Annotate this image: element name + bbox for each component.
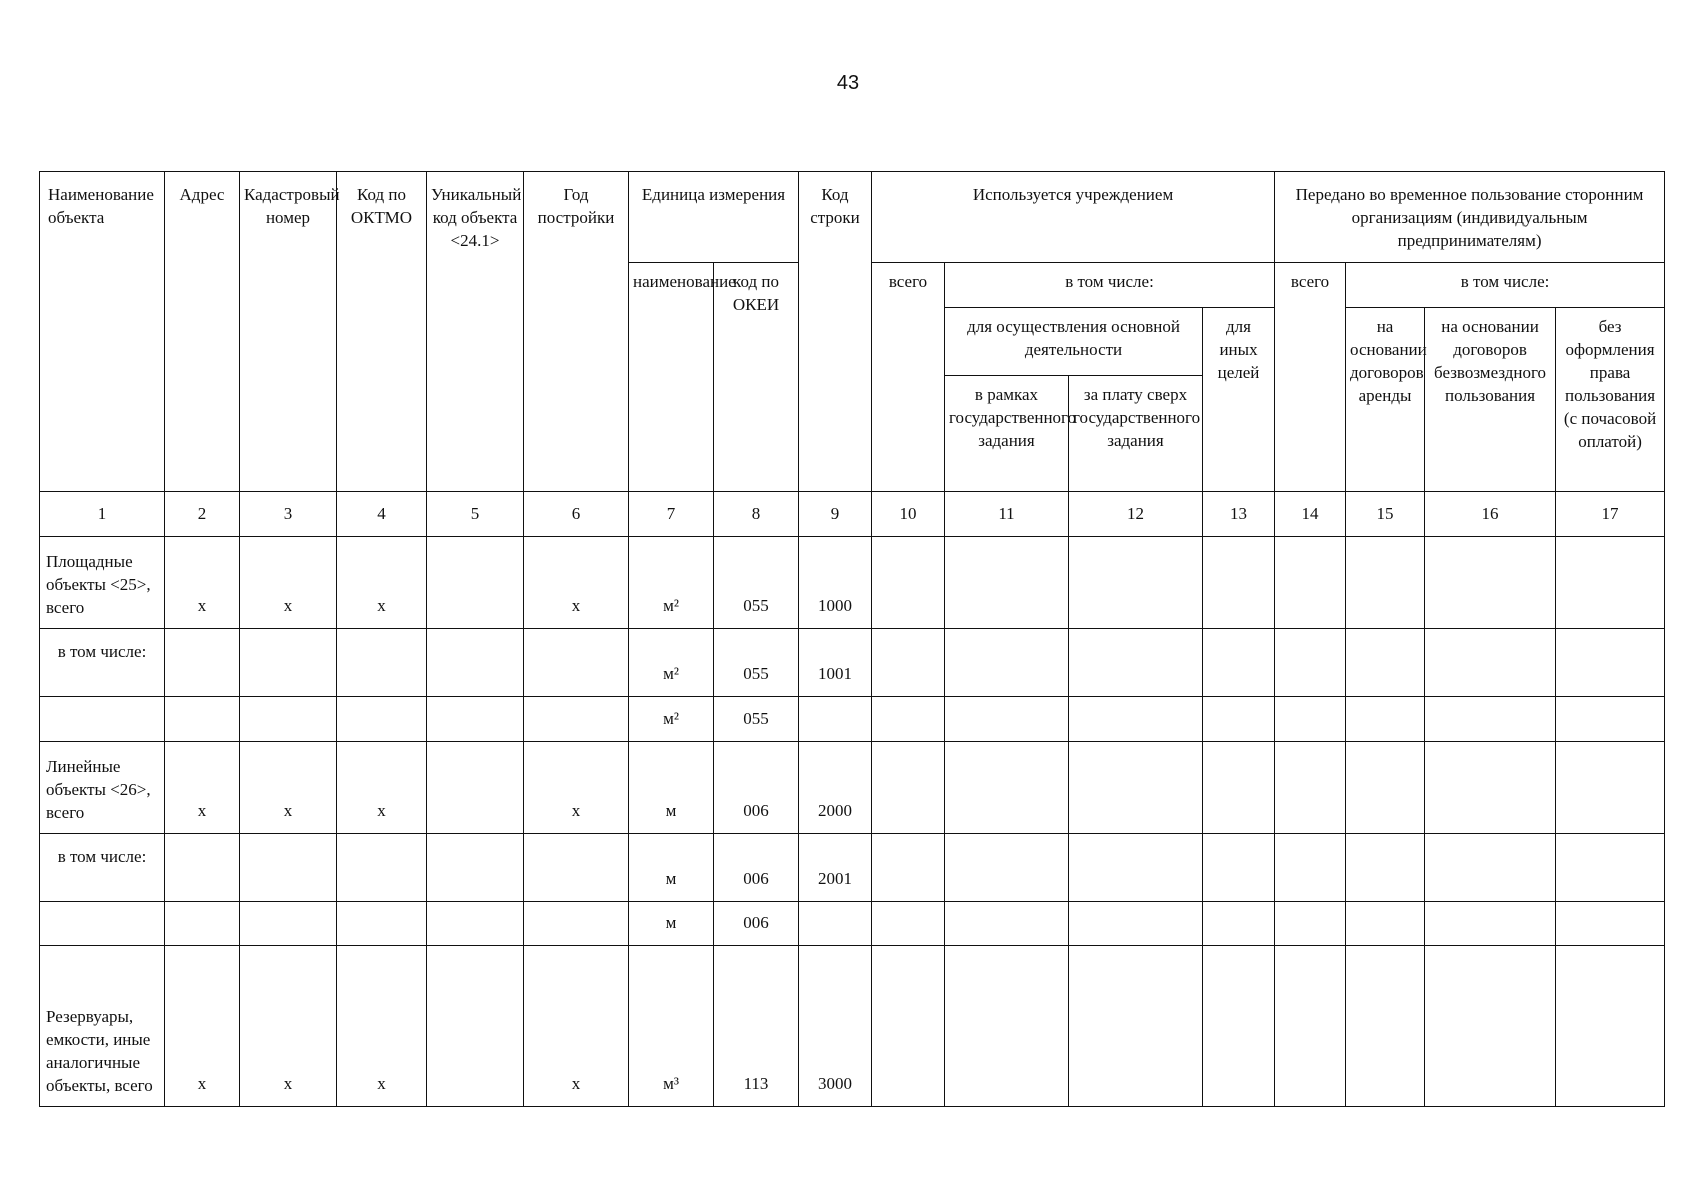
column-number-row [40,492,1665,537]
data-cell [1425,629,1556,697]
oktmo-cell [337,834,427,902]
data-cell [1425,697,1556,742]
data-cell [1556,742,1665,834]
data-cell [1203,742,1275,834]
column-number: 6 [524,492,629,537]
address-cell [165,902,240,946]
data-cell [1203,697,1275,742]
header-unit-group: Единица измерения [629,172,799,263]
row-code-cell: 2001 [799,834,872,902]
data-cell [945,629,1069,697]
address-cell: х [165,946,240,1107]
header-used-main-activity: для осуществления основной деятельности [945,308,1203,376]
data-cell [1556,834,1665,902]
object-name-cell: в том числе: [40,629,165,697]
data-cell [945,834,1069,902]
table-row [40,742,1665,834]
okei-cell: 006 [714,742,799,834]
header-used-group: Используется учреждением [872,172,1275,263]
object-name-cell: Резервуары, емкости, иные аналогичные объекты, всего [40,946,165,1107]
data-cell [1069,629,1203,697]
column-number: 10 [872,492,945,537]
property-usage-table [39,171,1665,1107]
year-cell [524,902,629,946]
data-cell [1069,697,1203,742]
header-cadastral-number: Кадастровый номер [240,172,337,492]
header-unit-name: наименование [629,263,714,492]
oktmo-cell: х [337,742,427,834]
page-number: 43 [836,72,860,94]
unique-code-cell [427,834,524,902]
column-number: 12 [1069,492,1203,537]
row-code-cell: 1001 [799,629,872,697]
object-name-cell: в том числе: [40,834,165,902]
data-cell [872,834,945,902]
column-number: 2 [165,492,240,537]
header-transfer-group: Передано во временное пользование сторонним организациям (индивидуальным предпринимателям) [1275,172,1665,263]
data-cell [1425,946,1556,1107]
column-number: 5 [427,492,524,537]
header-transfer-including: в том числе: [1346,263,1665,308]
row-code-cell: 2000 [799,742,872,834]
column-number: 14 [1275,492,1346,537]
year-cell: х [524,742,629,834]
data-cell [1203,537,1275,629]
data-cell [1556,946,1665,1107]
oktmo-cell: х [337,946,427,1107]
table-row [40,697,1665,742]
unique-code-cell [427,629,524,697]
column-number: 11 [945,492,1069,537]
object-name-cell: Площадные объекты <25>, всего [40,537,165,629]
oktmo-cell [337,902,427,946]
year-cell [524,629,629,697]
address-cell: х [165,537,240,629]
data-cell [1346,834,1425,902]
data-cell [945,537,1069,629]
data-cell [945,902,1069,946]
column-number: 17 [1556,492,1665,537]
table-row [40,946,1665,1107]
oktmo-cell [337,697,427,742]
address-cell [165,834,240,902]
cadastral-cell [240,902,337,946]
header-object-name: Наименование объекта [40,172,165,492]
data-cell [1346,742,1425,834]
column-number: 1 [40,492,165,537]
cadastral-cell [240,697,337,742]
address-cell [165,629,240,697]
cadastral-cell [240,629,337,697]
cadastral-cell [240,834,337,902]
row-code-cell: 3000 [799,946,872,1107]
column-number: 4 [337,492,427,537]
year-cell [524,834,629,902]
header-used-total: всего [872,263,945,492]
data-cell [872,697,945,742]
address-cell: х [165,742,240,834]
data-cell [1203,902,1275,946]
table-row [40,902,1665,946]
okei-cell: 113 [714,946,799,1107]
data-cell [1275,902,1346,946]
row-code-cell [799,697,872,742]
data-cell [872,537,945,629]
okei-cell: 055 [714,697,799,742]
column-number: 15 [1346,492,1425,537]
column-number: 7 [629,492,714,537]
header-transfer-no-right: без оформления права пользования (с почасовой оплатой) [1556,308,1665,492]
data-cell [1275,537,1346,629]
header-okei-code: код по ОКЕИ [714,263,799,492]
cadastral-cell: х [240,946,337,1107]
data-cell [945,697,1069,742]
address-cell [165,697,240,742]
object-name-cell [40,902,165,946]
year-cell: х [524,946,629,1107]
oktmo-cell [337,629,427,697]
data-cell [872,946,945,1107]
table-row [40,537,1665,629]
data-cell [1346,902,1425,946]
okei-cell: 055 [714,537,799,629]
data-cell [1069,902,1203,946]
object-name-cell [40,697,165,742]
oktmo-cell: х [337,537,427,629]
column-number: 13 [1203,492,1275,537]
table-row [40,629,1665,697]
data-cell [1275,946,1346,1107]
unit-name-cell: м [629,742,714,834]
column-number: 3 [240,492,337,537]
data-cell [1556,537,1665,629]
column-number: 9 [799,492,872,537]
cadastral-cell: х [240,537,337,629]
data-cell [1346,537,1425,629]
unique-code-cell [427,697,524,742]
data-cell [1556,697,1665,742]
data-cell [945,946,1069,1107]
header-address: Адрес [165,172,240,492]
unique-code-cell [427,537,524,629]
data-cell [1275,834,1346,902]
object-name-cell: Линейные объекты <26>, всего [40,742,165,834]
unit-name-cell: м² [629,537,714,629]
data-cell [872,629,945,697]
data-cell [872,742,945,834]
data-cell [1425,902,1556,946]
unit-name-cell: м² [629,629,714,697]
header-construction-year: Год постройки [524,172,629,492]
cadastral-cell: х [240,742,337,834]
data-cell [1203,834,1275,902]
data-cell [1069,742,1203,834]
unit-name-cell: м [629,902,714,946]
column-number: 8 [714,492,799,537]
data-cell [1203,629,1275,697]
data-cell [1425,834,1556,902]
data-cell [1556,902,1665,946]
data-cell [1556,629,1665,697]
row-code-cell [799,902,872,946]
header-transfer-free-use: на основании договоров безвозмездного пользования [1425,308,1556,492]
data-cell [872,902,945,946]
data-cell [1069,537,1203,629]
header-transfer-total: всего [1275,263,1346,492]
data-cell [1275,629,1346,697]
unique-code-cell [427,946,524,1107]
header-transfer-rent: на основании договоров аренды [1346,308,1425,492]
column-number: 16 [1425,492,1556,537]
data-cell [1346,697,1425,742]
data-cell [1346,946,1425,1107]
header-used-state-task: в рамках государственного задания [945,376,1069,492]
year-cell [524,697,629,742]
year-cell: х [524,537,629,629]
data-cell [1069,946,1203,1107]
header-unique-code: Уникальный код объекта <24.1> [427,172,524,492]
unit-name-cell: м [629,834,714,902]
unique-code-cell [427,742,524,834]
data-cell [945,742,1069,834]
header-oktmo: Код по ОКТМО [337,172,427,492]
unit-name-cell: м² [629,697,714,742]
unit-name-cell: м³ [629,946,714,1107]
header-used-other-purposes: для иных целей [1203,308,1275,492]
data-cell [1346,629,1425,697]
data-cell [1203,946,1275,1107]
data-cell [1069,834,1203,902]
okei-cell: 006 [714,902,799,946]
unique-code-cell [427,902,524,946]
header-used-including: в том числе: [945,263,1275,308]
okei-cell: 006 [714,834,799,902]
header-row-code: Код строки [799,172,872,492]
row-code-cell: 1000 [799,537,872,629]
data-cell [1275,742,1346,834]
data-cell [1425,742,1556,834]
table-row [40,834,1665,902]
okei-cell: 055 [714,629,799,697]
data-cell [1275,697,1346,742]
header-used-paid: за плату сверх государственного задания [1069,376,1203,492]
data-cell [1425,537,1556,629]
